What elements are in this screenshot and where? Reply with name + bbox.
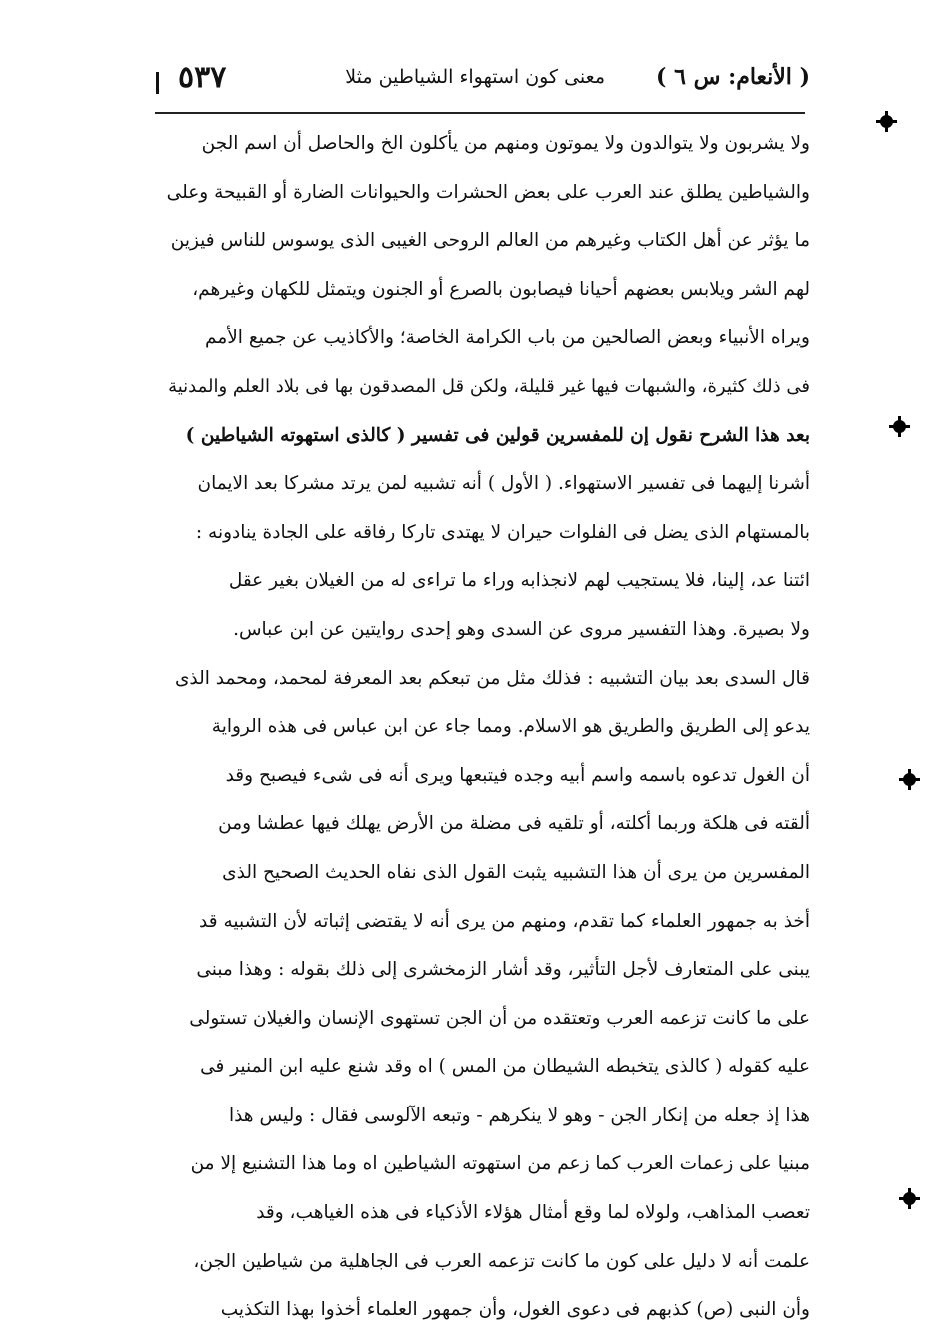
text-line: مبنيا على زعمات العرب كما زعم من استهوته الشياطين اه وما هذا التشنيع إلا من <box>190 1153 810 1175</box>
binding-hole-mark <box>880 115 893 128</box>
text-line: عليه كقوله ( كالذى يتخبطه الشيطان من المس ) اه وقد شنع عليه ابن المنير فى <box>200 1056 810 1078</box>
body-text <box>152 120 810 1335</box>
text-line: ويراه الأنبياء وبعض الصالحين من باب الكرامة الخاصة؛ والأكاذيب عن جميع الأمم <box>205 327 810 349</box>
page-header <box>150 58 810 114</box>
binding-hole-mark <box>893 420 906 433</box>
text-line: على ما كانت تزعمه العرب وتعتقده من أن الجن تستهوى الإنسان والغيلان تستولى <box>189 1007 810 1029</box>
text-line: تعصب المذاهب، ولولاه لما وقع أمثال هؤلاء الأذكياء فى هذه الغياهب، وقد <box>256 1202 810 1224</box>
text-line: المفسرين من يرى أن هذا التشبيه يثبت القول الذى نفاه الحديث الصحيح الذى <box>222 861 810 883</box>
text-line: ألقته فى هلكة وربما أكلته، أو تلقيه فى مضلة من الأرض يهلك فيها عطشا ومن <box>218 813 810 835</box>
text-line: أشرنا إليهما فى تفسير الاستهواء. ( الأول ) أنه تشبيه لمن يرتد مشركا بعد الايمان <box>197 473 810 495</box>
text-line: يدعو إلى الطريق والطريق هو الاسلام. ومما جاء عن ابن عباس فى هذه الرواية <box>211 716 810 738</box>
text-line: قال السدى بعد بيان التشبيه : فذلك مثل من تبعكم بعد المعرفة لمحمد، ومحمد الذى <box>174 667 810 689</box>
text-line: يبنى على المتعارف لأجل التأثير، وقد أشار الزمخشرى إلى ذلك بقوله : وهذا مبنى <box>196 959 810 981</box>
text-line: ولا بصيرة. وهذا التفسير مروى عن السدى وهو إحدى روايتين عن ابن عباس. <box>233 618 810 640</box>
binding-hole-mark <box>903 773 916 786</box>
text-line: بعد هذا الشرح نقول إن للمفسرين قولين فى تفسير ( كالذى استهوته الشياطين ) <box>185 424 810 446</box>
text-line: والشياطين يطلق عند العرب على بعض الحشرات والحيوانات الضارة أو القبيحة وعلى <box>166 181 810 203</box>
text-line: علمت أنه لا دليل على كون ما كانت تزعمه العرب فى الجاهلية من شياطين الجن، <box>193 1250 810 1272</box>
text-line: أن الغول تدعوه باسمه واسم أبيه وجده فيتبعها ويرى أنه فى شىء فيصبح وقد <box>225 764 810 786</box>
text-line: هذا إذ جعله من إنكار الجن - وهو لا ينكرهم - وتبعه الآلوسى فقال : وليس هذا <box>228 1104 810 1126</box>
text-line: ولا يشربون ولا يتوالدون ولا يموتون ومنهم من يأكلون الخ والحاصل أن اسم الجن <box>201 133 810 154</box>
text-line: أخذ به جمهور العلماء كما تقدم، ومنهم من يرى أنه لا يقتضى إثباته لأن التشبيه قد <box>199 910 810 932</box>
text-line: فى ذلك كثيرة، والشبهات فيها غير قليلة، ولكن قل المصدقون بها فى بلاد العلم والمدنية <box>168 375 810 397</box>
text-line: ائتنا عد، إلينا، فلا يستجيب لهم لانجذابه وراء ما تراءى له من الغيلان بغير عقل <box>228 570 810 592</box>
page-number: ٥٣٧ <box>178 60 227 95</box>
header-tick-mark <box>156 72 159 94</box>
text-line: بالمستهام الذى يضل فى الفلوات حيران لا يهتدى تاركا رفاقه على الجادة ينادونه : <box>195 521 810 543</box>
header-divider <box>155 112 805 114</box>
running-title: معنى كون استهواء الشياطين مثلا <box>345 66 605 88</box>
chapter-reference: ( الأنعام: س ٦ ) <box>656 64 810 90</box>
text-line: ما يؤثر عن أهل الكتاب وغيرهم من العالم الروحى الغيبى الذى يوسوس للناس فيزين <box>170 230 810 252</box>
text-line: وأن النبى (ص) كذبهم فى دعوى الغول، وأن جمهور العلماء أخذوا بهذا التكذيب <box>220 1299 810 1321</box>
binding-hole-mark <box>903 1192 916 1205</box>
text-line: لهم الشر ويلابس بعضهم أحيانا فيصابون بالصرع أو الجنون ويتمثل للكهان وغيرهم، <box>192 278 810 300</box>
